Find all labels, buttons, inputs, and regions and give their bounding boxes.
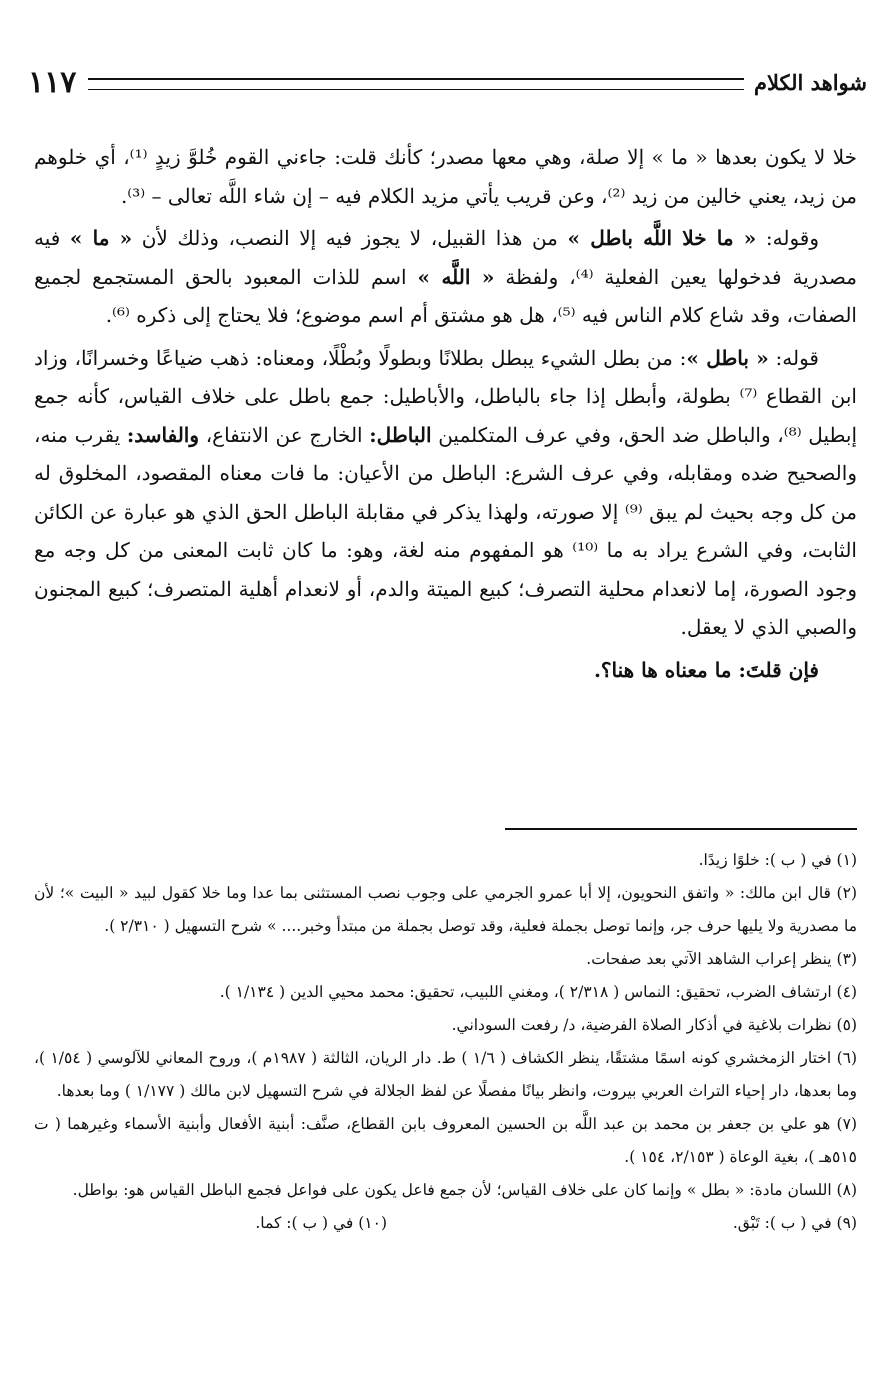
p4-question: فإن قلتَ: bbox=[738, 657, 819, 682]
p3-text-c: يقرب منه، والصحيح ضده ومقابله، وفي عرف الشرع: الباطل من الأعيان: ما فات معناه المقصود، المخلوق له من كل وجه بحيث لم يبق ⁽⁹⁾ إلا صورته، ولهذا يذكر في مقابلة الباطل الحق الذي هو عبارة عن الكائن الثابت، وفي الشرع يراد به ما ⁽¹⁰⁾ هو المفهوم منه لغة، وهو: ما كان ثابت المعنى من كل وجه مع وجود الصورة، إما لانعدام محلية التصرف؛ كبيع الميتة والدم، أو لانعدام أهلية المتصرف؛ كبيع المجنون والصبي الذي لا يعقل. bbox=[34, 422, 857, 639]
main-text bbox=[34, 138, 857, 693]
p3-batil-term: الباطل: bbox=[369, 422, 432, 447]
p2-allah: « اللَّه » bbox=[417, 264, 495, 289]
paragraph-2 bbox=[34, 219, 857, 335]
footnote-separator bbox=[505, 828, 857, 830]
p3-lead: قوله: bbox=[768, 345, 819, 370]
paragraph-1: خلا لا يكون بعدها « ما » إلا صلة، وهي معها مصدر؛ كأنك قلت: جاءني القوم خُلوَّ زيدٍ ⁽¹⁾، أي خلوهم من زيد، يعني خالين من زيد ⁽²⁾، وعن قريب يأتي مزيد الكلام فيه – إن شاء اللَّه تعالى – ⁽³⁾. bbox=[34, 145, 857, 208]
footnote-2: (٢) قال ابن مالك: « واتفق النحويون، إلا أبا عمرو الجرمي على وجوب نصب المستثنى بما عدا وما خلا كقول لبيد « البيت »؛ لأن ما مصدرية ولا يليها حرف جر، وإنما توصل بجملة فعلية، وقد توصل بجملة من مبتدأ وخبر.... » شرح التسهيل ( ٢/٣١٠ ). bbox=[34, 884, 857, 935]
p3-text-a: : من بطل الشيء يبطل بطلانًا وبطولًا وبُطْلًا، ومعناه: ذهب ضياعًا وخسرانًا، وزاد ابن القطاع ⁽⁷⁾ بطولة، وأبطل إذا جاء بالباطل، والأباطيل: جمع باطل على خلاف القياس، كأنه جمع إبطيل ⁽⁸⁾، والباطل ضد الحق، وفي عرف المتكلمين bbox=[34, 345, 858, 447]
footnotes bbox=[34, 844, 857, 1240]
p3-fasid-term: والفاسد: bbox=[126, 422, 200, 447]
p2-lead: وقوله: bbox=[756, 226, 820, 250]
paragraph-4 bbox=[34, 651, 857, 690]
footnote-6: (٦) اختار الزمخشري كونه اسمًا مشتقًا، ينظر الكشاف ( ١/٦ ) ط. دار الريان، الثالثة ( ١٩٨٧م )، وروح المعاني للآلوسي ( ١/٥٤ )، وما بعدها، دار إحياء التراث العربي بيروت، وانظر بيانًا مفصلًا عن لفظ الجلالة في شرح التسهيل لابن مالك ( ١/١٧٧ ) وما بعدها. bbox=[34, 1049, 858, 1100]
p4-text: ما معناه ها هنا؟. bbox=[593, 657, 739, 682]
p3-text-b: الخارج عن الانتفاع، bbox=[199, 422, 370, 447]
header-title: شواهد الكلام bbox=[753, 69, 867, 95]
footnote-9: (٩) في ( ب ): تَبْق. bbox=[732, 1214, 857, 1232]
paragraph-3 bbox=[34, 339, 857, 647]
p2-text-a: من هذا القبيل، لا يجوز فيه إلا النصب، وذلك لأن bbox=[132, 226, 568, 250]
p2-ma: « ما » bbox=[69, 226, 133, 250]
header-rule bbox=[88, 78, 744, 90]
footnote-8: (٨) اللسان مادة: « بطل » وإنما كان على خلاف القياس؛ لأن جمع فاعل يكون على فواعل فجمع الباطل القياس هو: بواطل. bbox=[72, 1181, 857, 1199]
footnote-7: (٧) هو علي بن جعفر بن محمد بن عبد اللَّه بن الحسين المعروف بابن القطاع، صنَّف: أبنية الأفعال وأبنية الأسماء وغيرهما ( ت ٥١٥هـ )، بغية الوعاة ( ٢/١٥٣، ١٥٤ ). bbox=[34, 1115, 857, 1166]
footnote-9-10-row bbox=[34, 1207, 857, 1240]
p2-quote: « ما خلا اللَّه باطل » bbox=[567, 226, 757, 250]
running-header bbox=[28, 62, 867, 102]
footnote-3: (٣) ينظر إعراب الشاهد الآتي بعد صفحات. bbox=[586, 950, 857, 968]
p3-batil: « باطل » bbox=[686, 345, 769, 370]
p2-text-c: اسم للذات المعبود بالحق المستجمع لجميع الصفات، وقد شاع كلام الناس فيه ⁽⁵⁾، هل هو مشتق أم اسم موضوع؛ فلا يحتاج إلى ذكره ⁽⁶⁾. bbox=[34, 264, 857, 327]
footnote-1: (١) في ( ب ): خلوًا زيدًا. bbox=[698, 851, 857, 869]
p2-text-b: فيه مصدرية فدخولها يعين الفعلية ⁽⁴⁾، ولفظة bbox=[34, 226, 857, 289]
footnote-4: (٤) ارتشاف الضرب، تحقيق: النماس ( ٢/٣١٨ )، ومغني اللبيب، تحقيق: محمد محيي الدين ( ١/١٣٤ ). bbox=[219, 983, 857, 1001]
page-number: ١١٧ bbox=[28, 64, 77, 100]
footnote-10: (١٠) في ( ب ): كما. bbox=[255, 1214, 387, 1232]
footnote-5: (٥) نظرات بلاغية في أذكار الصلاة الفرضية، د/ رفعت السوداني. bbox=[451, 1016, 857, 1034]
